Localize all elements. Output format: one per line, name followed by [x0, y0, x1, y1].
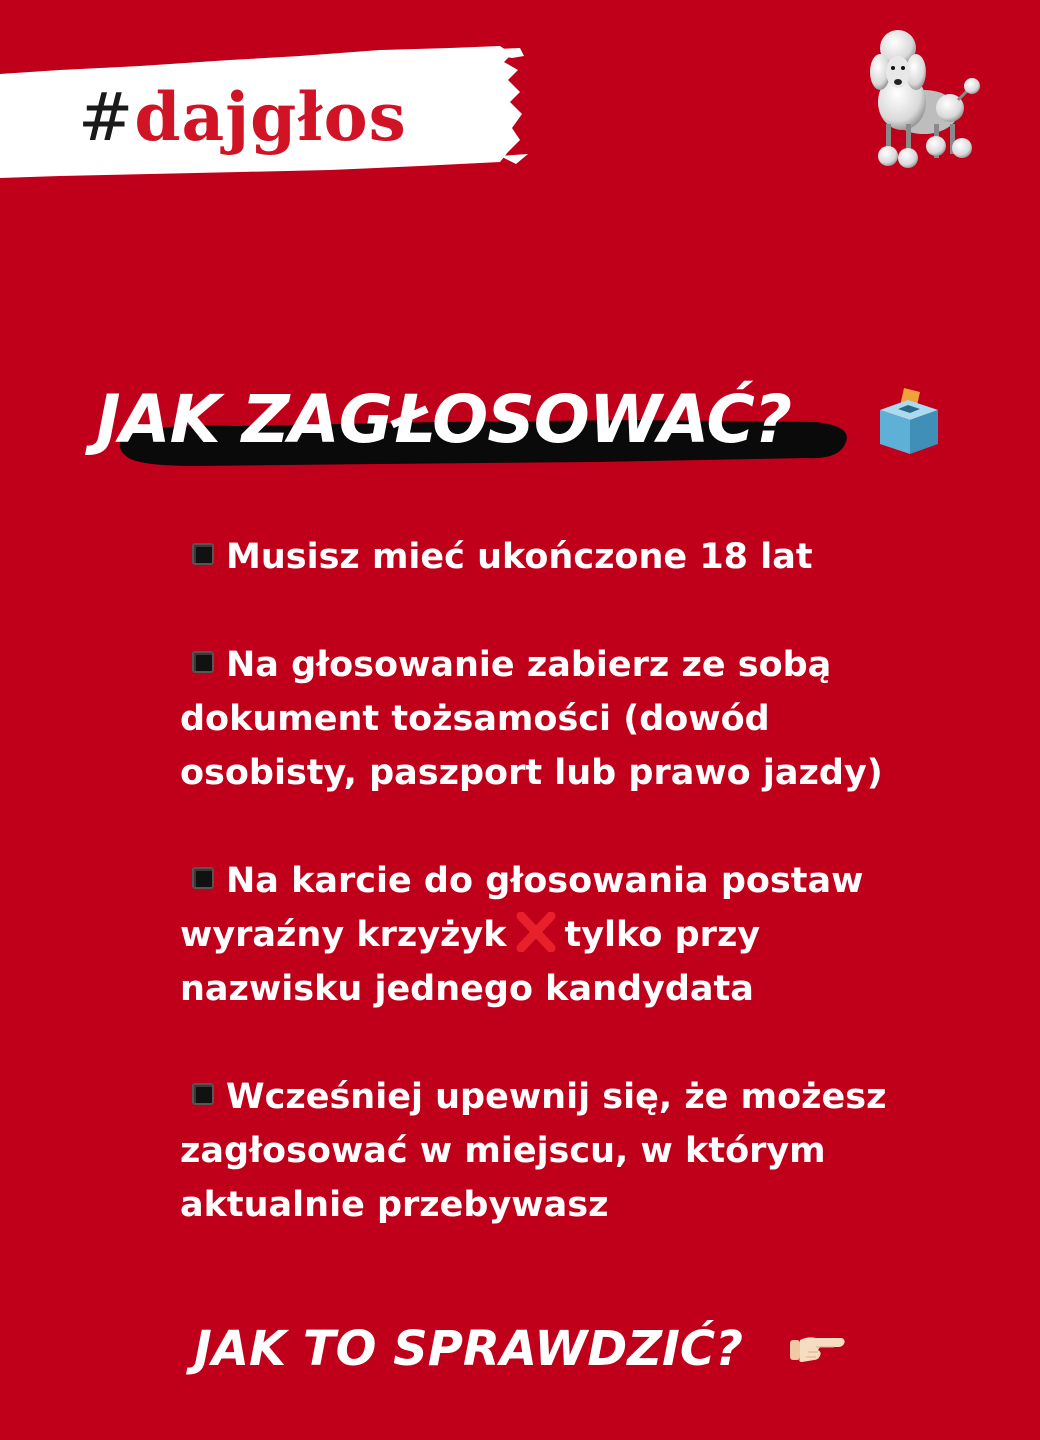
hashtag-word: dajgłos	[134, 78, 407, 156]
pointing-hand-icon	[788, 1328, 848, 1368]
bullet-text-after: tylko przy nazwisku jednego kandydata	[180, 915, 761, 1009]
bullet-text: Wcześniej upewnij się, że możesz zagłosować w miejscu, w którym aktualnie przebywasz	[180, 1077, 887, 1225]
black-square-icon	[192, 543, 214, 565]
main-title-block	[96, 382, 956, 472]
poodle-icon	[862, 28, 986, 176]
hashtag-label[interactable]	[78, 78, 407, 156]
footer-question-block[interactable]	[194, 1318, 894, 1388]
black-square-icon	[192, 651, 214, 673]
main-title: JAK ZAGŁOSOWAĆ?	[96, 381, 792, 458]
ballot-box-icon	[874, 386, 944, 456]
cross-mark-icon	[513, 912, 559, 952]
footer-question: JAK TO SPRAWDZIĆ?	[194, 1321, 743, 1377]
bullet-text: Musisz mieć ukończone 18 lat	[226, 537, 813, 577]
hashtag-banner	[0, 44, 540, 180]
bullet-text: Na głosowanie zabierz ze sobą dokument tożsamości (dowód osobisty, paszport lub prawo jazdy)	[180, 645, 883, 793]
black-square-icon	[192, 1083, 214, 1105]
bullet-item	[180, 1070, 900, 1232]
black-square-icon	[192, 867, 214, 889]
bullet-text-before: Na karcie do głosowania postaw wyraźny krzyżyk	[180, 861, 864, 955]
hashtag-hash: #	[78, 79, 135, 156]
bullet-item	[180, 530, 900, 584]
bullet-item	[180, 854, 900, 1016]
bullet-list	[180, 530, 900, 1232]
bullet-item	[180, 638, 900, 800]
